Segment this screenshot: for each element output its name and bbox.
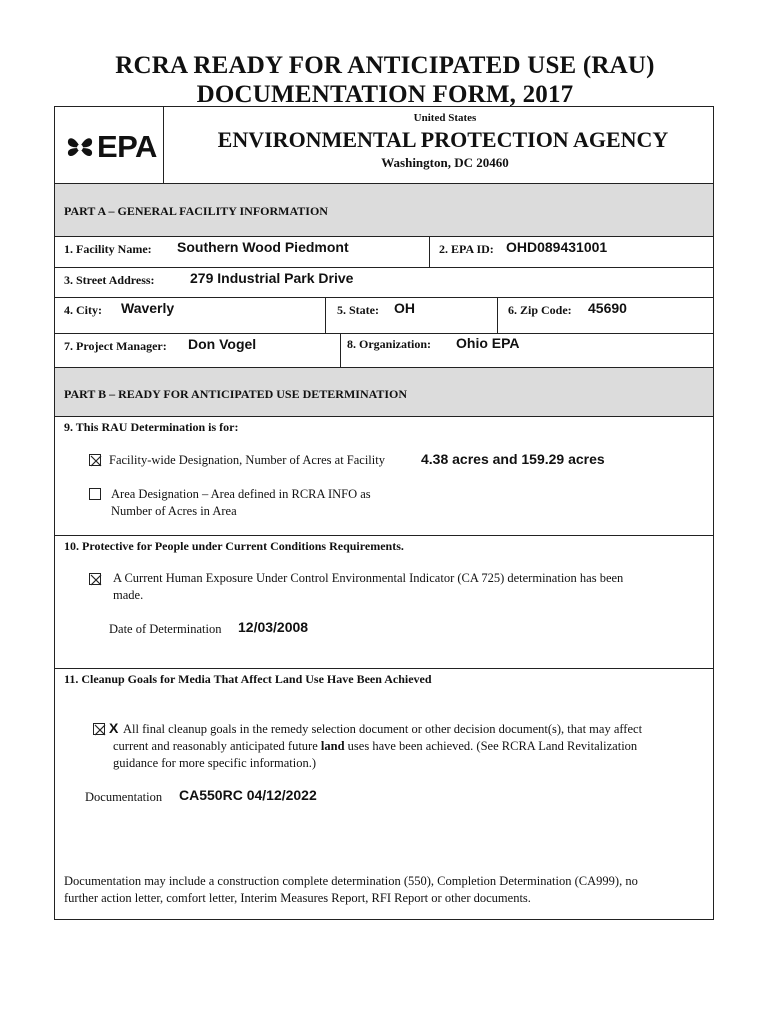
form-title-line-2: DOCUMENTATION FORM, 2017	[196, 81, 574, 108]
cleanup-goals-line2-pre: current and reasonably anticipated future	[113, 739, 318, 753]
documentation-value[interactable]: CA550RC 04/12/2022	[179, 787, 317, 803]
epa-flower-icon	[65, 131, 95, 163]
part-b-heading: PART B – READY FOR ANTICIPATED USE DETERMINATION	[64, 387, 408, 401]
form-title-line-1: RCRA READY FOR ANTICIPATED USE (RAU)	[115, 52, 655, 79]
checkmark-x-icon	[90, 455, 102, 467]
state-value[interactable]: OH	[394, 300, 415, 316]
organization-label: 8. Organization:	[347, 337, 431, 351]
documentation-label: Documentation	[85, 790, 163, 804]
checkmark-x-icon	[90, 574, 102, 586]
agency-city: Washington, DC 20460	[381, 155, 509, 170]
cleanup-goals-line3: guidance for more specific information.)	[113, 756, 317, 770]
q11-label: 11. Cleanup Goals for Media That Affect Land Use Have Been Achieved	[64, 672, 432, 686]
united-states-label: United States	[413, 112, 477, 124]
state-label: 5. State:	[337, 303, 379, 317]
footnote-line1: Documentation may include a construction complete determination (550), Completion Determination (CA999), no	[64, 874, 638, 888]
part-a-heading: PART A – GENERAL FACILITY INFORMATION	[64, 204, 328, 218]
human-exposure-label-line2: made.	[113, 588, 144, 602]
cleanup-goals-line2-bold: land	[320, 739, 345, 753]
cleanup-goals-line1: All final cleanup goals in the remedy selection document or other decision document(s), that may affect	[123, 722, 643, 736]
area-designation-label-line1: Area Designation – Area defined in RCRA INFO as	[111, 487, 371, 501]
zip-code-value[interactable]: 45690	[588, 300, 627, 316]
epa-logo	[65, 129, 165, 169]
cleanup-goals-line2-post: uses have been achieved. (See RCRA Land Revitalization	[347, 739, 638, 753]
rau-form	[54, 106, 714, 920]
human-exposure-checkbox[interactable]	[89, 573, 101, 585]
facility-name-value[interactable]: Southern Wood Piedmont	[177, 239, 349, 255]
cleanup-goals-checkbox[interactable]	[93, 723, 105, 735]
project-manager-value[interactable]: Don Vogel	[188, 336, 257, 352]
city-value[interactable]: Waverly	[121, 300, 175, 316]
q9-label: 9. This RAU Determination is for:	[64, 420, 239, 434]
facility-name-label: 1. Facility Name:	[64, 242, 152, 256]
epa-id-value[interactable]: OHD089431001	[506, 239, 608, 255]
facility-wide-checkbox[interactable]	[89, 454, 101, 466]
cleanup-goals-mark: X	[109, 720, 119, 736]
cleanup-goals-line2	[113, 738, 637, 755]
zip-code-label: 6. Zip Code:	[508, 303, 572, 317]
human-exposure-label-line1: A Current Human Exposure Under Control Environmental Indicator (CA 725) determination has been	[113, 571, 624, 585]
project-manager-label: 7. Project Manager:	[64, 339, 167, 353]
area-designation-checkbox[interactable]	[89, 488, 101, 500]
facility-acres-value[interactable]: 4.38 acres and 159.29 acres	[421, 451, 605, 467]
city-label: 4. City:	[64, 303, 102, 317]
agency-name: ENVIRONMENTAL PROTECTION AGENCY	[217, 127, 669, 152]
organization-value[interactable]: Ohio EPA	[456, 335, 520, 351]
footnote-line2: further action letter, comfort letter, Interim Measures Report, RFI Report or other documents.	[64, 891, 531, 905]
facility-wide-label: Facility-wide Designation, Number of Acres at Facility	[109, 453, 385, 467]
epa-logo-text: EPA	[97, 129, 157, 164]
q10-label: 10. Protective for People under Current Conditions Requirements.	[64, 539, 404, 553]
checkmark-x-icon	[94, 724, 106, 736]
date-of-determination-label: Date of Determination	[109, 622, 222, 636]
epa-id-label: 2. EPA ID:	[439, 242, 494, 256]
street-address-value[interactable]: 279 Industrial Park Drive	[190, 270, 354, 286]
date-of-determination-value[interactable]: 12/03/2008	[238, 619, 309, 635]
area-designation-label-line2: Number of Acres in Area	[111, 504, 237, 518]
street-address-label: 3. Street Address:	[64, 273, 155, 287]
